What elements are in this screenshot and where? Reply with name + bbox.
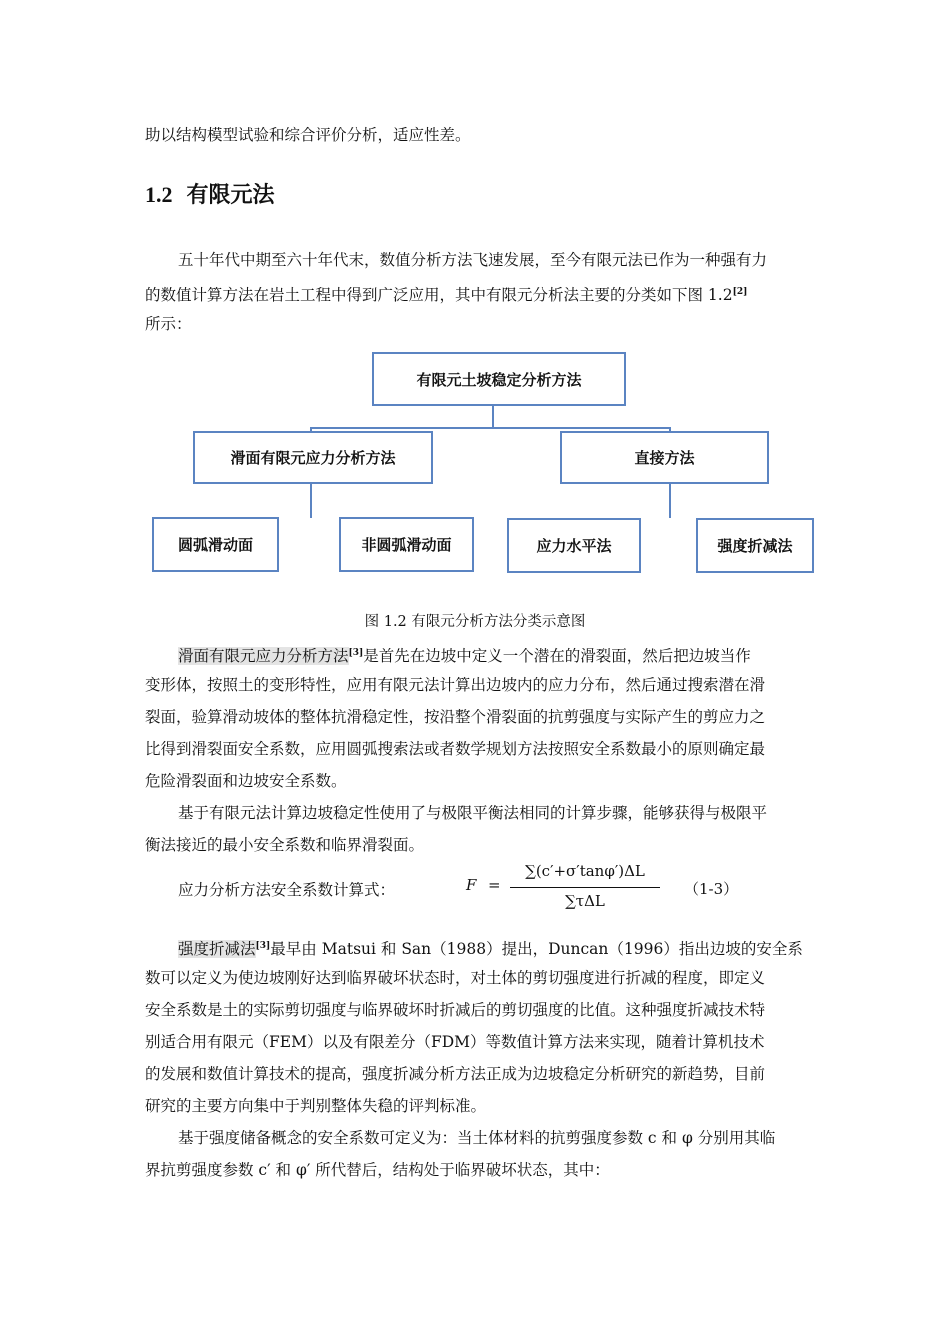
box-direct-method: 直接方法: [560, 431, 769, 484]
p1-line-4: 比得到滑裂面安全系数，应用圆弧搜索法或者数学规划方法按照安全系数最小的原则确定最: [145, 740, 766, 758]
formula-denominator: ∑τΔL: [565, 892, 605, 910]
p4-line-1: 基于强度储备概念的安全系数可定义为：当土体材料的抗剪强度参数 c 和 φ 分别用其临: [178, 1129, 776, 1147]
highlight-term: 强度折减法: [178, 940, 256, 958]
connector-left-down: [310, 482, 312, 518]
section-heading: [145, 178, 275, 209]
p3-line-2: 数可以定义为使边坡刚好达到临界破坏状态时，对土体的剪切强度进行折减的程度，即定义: [145, 969, 766, 987]
box-strength-reduction: 强度折减法: [696, 518, 814, 573]
citation-ref: [3]: [255, 941, 271, 951]
intro-line-2-text: 的数值计算方法在岩土工程中得到广泛应用，其中有限元分析法主要的分类如下图 1.2: [145, 286, 733, 304]
formula-numerator: ∑(c′+σ′tanφ′)ΔL: [525, 862, 645, 880]
p3-line-1: [178, 936, 810, 959]
p1-line-1-rest: 是首先在边坡中定义一个潜在的滑裂面，然后把边坡当作: [363, 647, 751, 665]
p4-line-2: 界抗剪强度参数 c′ 和 φ′ 所代替后，结构处于临界破坏状态，其中：: [145, 1161, 610, 1179]
paragraph-tail: 助以结构模型试验和综合评价分析，适应性差。: [145, 126, 471, 144]
box-circular-slip: 圆弧滑动面: [152, 517, 279, 572]
connector-right-down: [669, 482, 671, 518]
citation-ref: [3]: [348, 648, 364, 658]
box-noncircular-slip: 非圆弧滑动面: [339, 517, 474, 572]
section-title: 有限元法: [186, 182, 275, 208]
citation-ref: [2]: [732, 287, 748, 297]
p1-line-2: 变形体，按照土的变形特性，应用有限元法计算出边坡内的应力分布，然后通过搜索潜在滑: [145, 676, 766, 694]
p3-line-3: 安全系数是土的实际剪切强度与临界破坏时折减后的剪切强度的比值。这种强度折减技术特: [145, 1001, 766, 1019]
figure-caption: 图 1.2 有限元分析方法分类示意图: [364, 614, 586, 630]
formula-equals: =: [488, 876, 501, 894]
intro-line-1: 五十年代中期至六十年代末，数值分析方法飞速发展，至今有限元法已作为一种强有力: [178, 251, 768, 269]
intro-line-2: [145, 282, 810, 305]
connector-level1-horizontal: [310, 427, 670, 429]
formula-1-3: [466, 862, 666, 916]
connector-root-down: [492, 404, 494, 428]
p2-line-2: 衡法接近的最小安全系数和临界滑裂面。: [145, 836, 425, 854]
formula-label: 应力分析方法安全系数计算式：: [178, 881, 396, 899]
box-stress-level: 应力水平法: [507, 518, 641, 573]
p1-line-3: 裂面，验算滑动坡体的整体抗滑稳定性，按沿整个滑裂面的抗剪强度与实际产生的剪应力之: [145, 708, 766, 726]
section-number: 1.2: [145, 182, 173, 207]
p1-line-5: 危险滑裂面和边坡安全系数。: [145, 772, 347, 790]
p3-line-5: 的发展和数值计算技术的提高，强度折减分析方法正成为边坡稳定分析研究的新趋势，目前: [145, 1065, 766, 1083]
box-stress-analysis: 滑面有限元应力分析方法: [193, 431, 433, 484]
highlight-term: 滑面有限元应力分析方法: [178, 647, 349, 665]
intro-line-3: 所示：: [145, 315, 192, 333]
p3-line-4: 别适合用有限元（FEM）以及有限差分（FDM）等数值计算方法来实现，随着计算机技术: [145, 1033, 765, 1051]
fraction-bar: [510, 887, 660, 888]
p2-line-1: 基于有限元法计算边坡稳定性使用了与极限平衡法相同的计算步骤，能够获得与极限平: [178, 804, 768, 822]
formula-number: （1-3）: [684, 880, 739, 898]
box-root: 有限元土坡稳定分析方法: [372, 352, 626, 406]
formula-lhs: F: [466, 876, 477, 894]
p3-line-1-rest: 最早由 Matsui 和 San（1988）提出，Duncan（1996）指出边坡的安全系: [270, 940, 803, 958]
p3-line-6: 研究的主要方向集中于判别整体失稳的评判标准。: [145, 1097, 487, 1115]
p1-line-1: [178, 643, 810, 666]
